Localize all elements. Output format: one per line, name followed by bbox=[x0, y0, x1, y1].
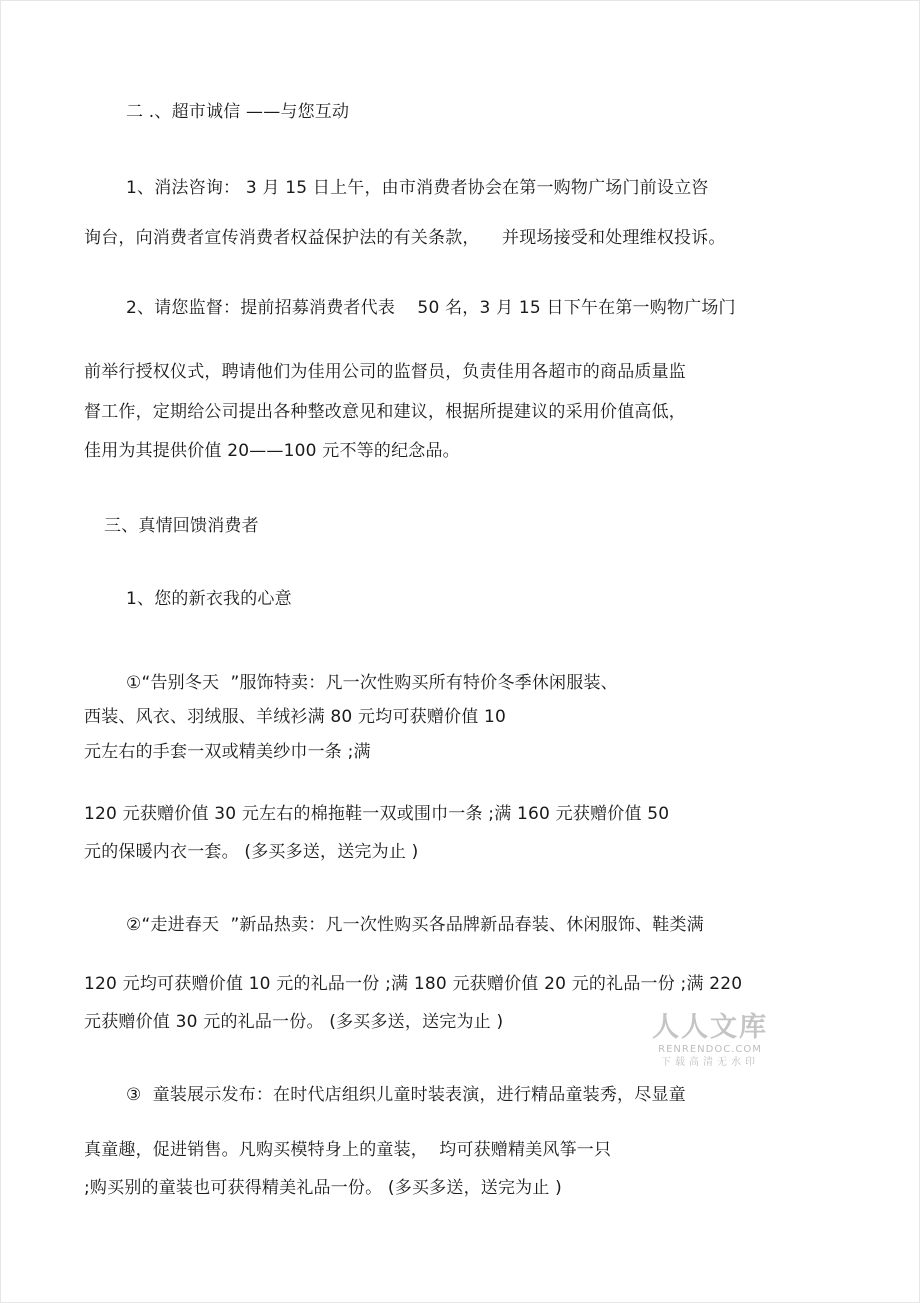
paragraph-line: 120 元获赠价值 30 元左右的棉拖鞋一双或围巾一条 ;满 160 元获赠价值 50 bbox=[84, 804, 670, 824]
watermark-logo-text: 人人文库 bbox=[652, 1012, 768, 1043]
paragraph-line: ;购买别的童装也可获得精美礼品一份。 (多买多送，送完为止 ) bbox=[84, 1178, 562, 1198]
paragraph-line: 真童趣，促进销售。凡购买模特身上的童装， 均可获赠精美风筝一只 bbox=[84, 1140, 612, 1160]
section-heading-2: 二 .、超市诚信 ——与您互动 bbox=[126, 102, 350, 122]
section-heading-3: 三、真情回馈消费者 bbox=[104, 516, 259, 536]
paragraph-line: ①“告别冬天 ”服饰特卖：凡一次性购买所有特价冬季休闲服装、 bbox=[126, 673, 618, 693]
paragraph-line: 120 元均可获赠价值 10 元的礼品一份 ;满 180 元获赠价值 20 元的礼品一份 ;满 220 bbox=[84, 974, 743, 994]
paragraph-line: 西装、风衣、羽绒服、羊绒衫满 80 元均可获赠价值 10 bbox=[84, 707, 507, 727]
paragraph-line: 元左右的手套一双或精美纱巾一条 ;满 bbox=[84, 742, 371, 762]
watermark-tagline: 下载高清无水印 bbox=[661, 1057, 759, 1068]
watermark bbox=[648, 1012, 772, 1070]
paragraph-line: 1、消法咨询： 3 月 15 日上午，由市消费者协会在第一购物广场门前设立咨 bbox=[126, 178, 709, 198]
paragraph-line: 询台，向消费者宣传消费者权益保护法的有关条款， 并现场接受和处理维权投诉。 bbox=[84, 228, 726, 248]
paragraph-line: 元获赠价值 30 元的礼品一份。 (多买多送，送完为止 ) bbox=[84, 1012, 504, 1032]
paragraph-line: 督工作，定期给公司提出各种整改意见和建议，根据所提建议的采用价值高低， bbox=[84, 402, 686, 422]
paragraph-line: 2、请您监督：提前招募消费者代表 50 名，3 月 15 日下午在第一购物广场门 bbox=[126, 298, 736, 318]
paragraph-line: ③ 童装展示发布：在时代店组织儿童时装表演，进行精品童装秀，尽显童 bbox=[126, 1085, 686, 1105]
paragraph-line: 前举行授权仪式，聘请他们为佳用公司的监督员，负责佳用各超市的商品质量监 bbox=[84, 362, 686, 382]
paragraph-line: 佳用为其提供价值 20——100 元不等的纪念品。 bbox=[84, 441, 460, 461]
paragraph-line: 元的保暖内衣一套。 (多买多送，送完为止 ) bbox=[84, 842, 419, 862]
watermark-url: RENRENDOC.COM bbox=[658, 1044, 762, 1055]
paragraph-line: ②“走进春天 ”新品热卖：凡一次性购买各品牌新品春装、休闲服饰、鞋类满 bbox=[126, 915, 704, 935]
subsection-heading: 1、您的新衣我的心意 bbox=[126, 589, 292, 609]
